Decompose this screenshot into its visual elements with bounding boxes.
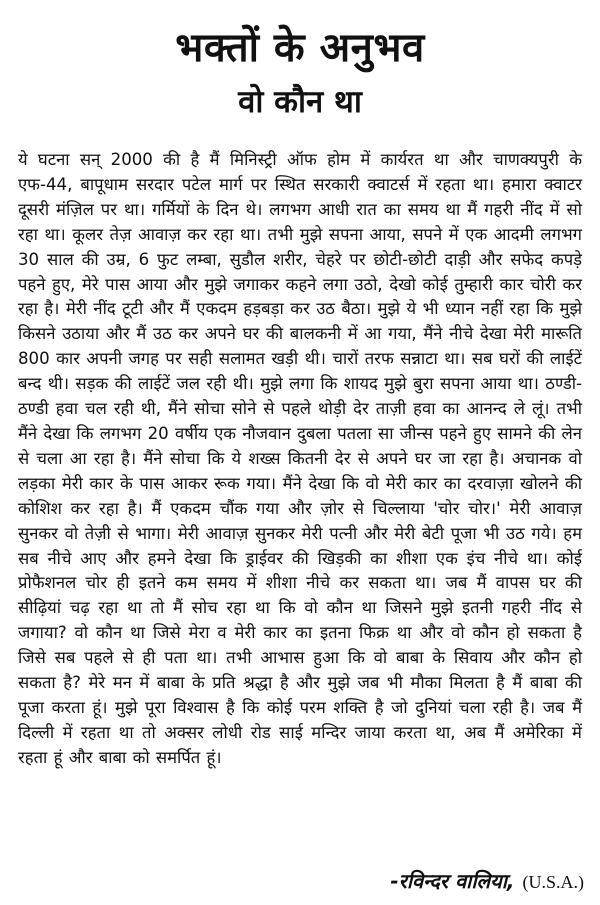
page-title: भक्तों के अनुभव: [175, 25, 425, 71]
author-country: (U.S.A.): [522, 872, 584, 892]
author-name: -रविन्दर वालिया,: [390, 869, 515, 893]
story-subtitle: वो कौन था: [238, 84, 362, 120]
author-signature: [390, 868, 584, 895]
story-body: ये घटना सन् 2000 की है मैं मिनिस्ट्री ऑफ होम में कार्यरत था और चाणक्यपुरी के एफ-44, बापूधाम सरदार पटेल मार्ग पर स्थित सरकारी क्वाटर्स में रहता था। हमारा क्वाटर दूसरी मंज़िल पर था। गर्मियों के दिन थे। लगभग आधी रात का समय था मैं गहरी नींद में सो रहा था। कूलर तेज़ आवाज़ कर रहा था। तभी मुझे सपना आया, सपने में एक आदमी लगभग 30 साल की उम्र, 6 फुट लम्बा, सुडौल शरीर, चेहरे पर छोटी-छोटी दाड़ी और सफेद कपड़े पहने हुए, मेरे पास आया और मुझे जगाकर कहने लगा उठो, देखो कोई तुम्हारी कार चोरी कर रहा है। मेरी नींद टूटी और मैं एकदम हड़बड़ा कर उठ बैठा। मुझे ये भी ध्यान नहीं रहा कि मुझे किसने उठाया और मैं उठ कर अपने घर की बालकनी में आ गया, मैंने नीचे देखा मेरी मारूति 800 कार अपनी जगह पर सही सलामत खड़ी थी। चारों तरफ सन्नाटा था। सब घरों की लाईटें बन्द थी। सड़क की लाईटें जल रही थी। मुझे लगा कि शायद मुझे बुरा सपना आया था। ठण्डी-ठण्डी हवा चल रही थी, मैंने सोचा सोने से पहले थोड़ी देर ताज़ी हवा का आनन्द ले लूं। तभी मैंने देखा कि लगभग 20 वर्षीय एक नौजवान दुबला पतला सा जीन्स पहने हुए सामने की लेन से चला आ रहा है। मैंने सोचा कि ये शख्स कितनी देर से अपने घर जा रहा है। अचानक वो लड़का मेरी कार के पास आकर रूक गया। मैंने देखा कि वो मेरी कार का दरवाज़ा खोलने की कोशिश कर रहा है। मैं एकदम चौंक गया और ज़ोर से चिल्लाया 'चोर चोर।' मेरी आवाज़ सुनकर वो तेज़ी से भागा। मेरी आवाज़ सुनकर मेरी पत्नी और मेरी बेटी पूजा भी उठ गये। हम सब नीचे आए और हमने देखा कि ड्राईवर की खिड़की का शीशा एक इंच नीचे था। कोई प्रोफैशनल चोर ही इतने कम समय में शीशा नीचे कर सकता था। जब मैं वापस घर की सीढ़ियां चढ़ रहा था तो मैं सोच रहा था कि वो कौन था जिसने मुझे इतनी गहरी नींद से जगाया? वो कौन था जिसे मेरा व मेरी कार का इतना फिक्र था और वो कौन हो सकता है जिसे सब पहले से ही पता था। तभी आभास हुआ कि वो बाबा के सिवाय और कौन हो सकता है? मेरे मन में बाबा के प्रति श्रद्धा है और मुझे जब भी मौका मिलता है मैं बाबा की पूजा करता हूं। मुझे पूरा विश्वास है कि कोई परम शक्ति है जो दुनियां चला रही है। जब मैं दिल्ली में रहता था तो अक्सर लोधी रोड साई मन्दिर जाया करता था, अब मैं अमेरिका में रहता हूं और बाबा को समर्पित हूं।: [18, 150, 582, 767]
